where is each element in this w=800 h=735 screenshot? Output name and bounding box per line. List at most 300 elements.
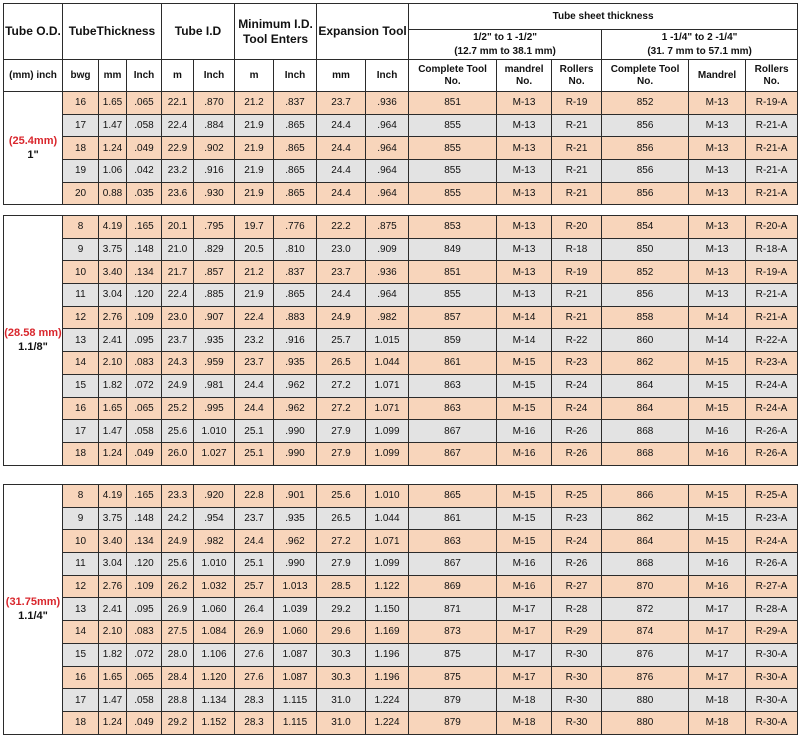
table-cell: .148 (127, 238, 162, 261)
table-cell: 870 (602, 575, 689, 598)
table-cell: .049 (127, 442, 162, 465)
table-cell: R-30 (552, 643, 602, 666)
table-cell: M-17 (689, 666, 746, 689)
table-cell: 27.9 (317, 553, 366, 576)
table-cell: .049 (127, 711, 162, 734)
table-cell: 3.40 (99, 261, 127, 284)
table-cell: 864 (602, 397, 689, 420)
table-row (4, 238, 798, 261)
table-cell: 1.115 (274, 689, 317, 712)
table-cell: R-21-A (746, 160, 798, 183)
table-cell: .837 (274, 261, 317, 284)
units-cell: bwg (63, 60, 99, 92)
table-cell: 856 (602, 114, 689, 137)
table-cell: 25.6 (162, 553, 194, 576)
table-cell: 1.06 (99, 160, 127, 183)
table-cell: R-30-A (746, 666, 798, 689)
table-cell: 855 (409, 284, 497, 307)
table-cell: R-20-A (746, 216, 798, 239)
table-cell: R-19 (552, 92, 602, 115)
table-cell: 24.4 (317, 137, 366, 160)
table-cell: .083 (127, 352, 162, 375)
table-cell: 2.76 (99, 575, 127, 598)
table-cell: 22.4 (162, 284, 194, 307)
table-cell: .964 (366, 114, 409, 137)
table-cell: M-13 (689, 238, 746, 261)
table-cell: 1.196 (366, 643, 409, 666)
table-cell: .120 (127, 553, 162, 576)
table-cell: R-21-A (746, 284, 798, 307)
table-cell: 1.010 (194, 420, 235, 443)
table-row (4, 507, 798, 530)
table-cell: M-18 (689, 711, 746, 734)
table-cell: 867 (409, 442, 497, 465)
table-cell: M-16 (497, 575, 552, 598)
table-cell: 876 (602, 666, 689, 689)
table-cell: R-26-A (746, 420, 798, 443)
table-cell: .165 (127, 216, 162, 239)
tube-table-group-1 (3, 3, 798, 205)
table-cell: 23.7 (162, 329, 194, 352)
table-cell: R-21-A (746, 114, 798, 137)
tube-table-group-3 (3, 484, 798, 735)
table-cell: 1.150 (366, 598, 409, 621)
table-cell: 27.6 (235, 666, 274, 689)
table-cell: .990 (274, 442, 317, 465)
table-cell: 28.8 (162, 689, 194, 712)
table-cell: 855 (409, 160, 497, 183)
table-cell: M-18 (689, 689, 746, 712)
table-cell: 856 (602, 182, 689, 205)
table-cell: 24.4 (235, 397, 274, 420)
table-cell: 1.013 (274, 575, 317, 598)
table-cell: 1.224 (366, 711, 409, 734)
table-cell: M-15 (689, 507, 746, 530)
header-range-1 (409, 30, 602, 60)
table-cell: .920 (194, 485, 235, 508)
table-cell: 857 (409, 306, 497, 329)
table-cell: 856 (602, 160, 689, 183)
table-cell: 849 (409, 238, 497, 261)
table-cell: R-24 (552, 530, 602, 553)
table-cell: R-30-A (746, 643, 798, 666)
tube-od-mm: (28.58 mm) (4, 326, 62, 339)
table-cell: 18 (63, 137, 99, 160)
table-cell: R-23 (552, 352, 602, 375)
table-cell: M-13 (497, 114, 552, 137)
table-cell: M-13 (497, 137, 552, 160)
header-minimum-id-line2: Tool Enters (242, 31, 309, 46)
table-cell: 1.027 (194, 442, 235, 465)
table-cell: .982 (366, 306, 409, 329)
table-cell: 858 (602, 306, 689, 329)
header-minimum-id-line1: Minimum I.D. (238, 16, 313, 31)
header-expansion-tool: Expansion Tool (317, 4, 409, 60)
table-cell: 20.5 (235, 238, 274, 261)
table-cell: R-19 (552, 261, 602, 284)
table-cell: .995 (194, 397, 235, 420)
table-cell: 873 (409, 621, 497, 644)
table-cell: R-30 (552, 666, 602, 689)
table-cell: 3.40 (99, 530, 127, 553)
table-cell: M-13 (689, 114, 746, 137)
table-cell: 1.152 (194, 711, 235, 734)
table-cell: .916 (274, 329, 317, 352)
table-cell: .865 (274, 182, 317, 205)
table-cell: 21.7 (162, 261, 194, 284)
table-cell: 23.7 (317, 92, 366, 115)
table-cell: M-13 (689, 216, 746, 239)
units-cell: Complete Tool No. (409, 60, 497, 92)
table-cell: R-21 (552, 114, 602, 137)
table-cell: 2.10 (99, 621, 127, 644)
table-cell: .935 (194, 329, 235, 352)
table-cell: 861 (409, 507, 497, 530)
table-cell: 27.5 (162, 621, 194, 644)
units-row (4, 60, 798, 92)
table-cell: .776 (274, 216, 317, 239)
units-cell: Mandrel (689, 60, 746, 92)
table-cell: M-15 (497, 397, 552, 420)
table-cell: 26.4 (235, 598, 274, 621)
header-tube-id: Tube I.D (162, 4, 235, 60)
table-cell: M-15 (497, 507, 552, 530)
table-cell: 2.41 (99, 329, 127, 352)
table-cell: M-13 (689, 261, 746, 284)
table-cell: 863 (409, 374, 497, 397)
table-row (4, 216, 798, 239)
table-cell: R-26 (552, 420, 602, 443)
table-cell: M-13 (497, 284, 552, 307)
table-cell: 863 (409, 530, 497, 553)
table-cell: R-24 (552, 374, 602, 397)
table-cell: M-17 (497, 666, 552, 689)
table-row (4, 598, 798, 621)
units-cell: Inch (194, 60, 235, 92)
header-range-1-line1: 1/2" to 1 -1/2" (473, 32, 538, 43)
table-cell: 17 (63, 420, 99, 443)
table-cell: 1.010 (366, 485, 409, 508)
table-cell: R-21 (552, 137, 602, 160)
table-cell: R-26 (552, 442, 602, 465)
table-cell: 17 (63, 114, 99, 137)
table-cell: 24.4 (235, 530, 274, 553)
table-cell: M-13 (689, 92, 746, 115)
table-cell: M-15 (497, 352, 552, 375)
table-cell: 16 (63, 397, 99, 420)
table-cell: 1.120 (194, 666, 235, 689)
table-cell: M-13 (497, 261, 552, 284)
table-row (4, 530, 798, 553)
table-cell: R-24-A (746, 397, 798, 420)
table-cell: 852 (602, 261, 689, 284)
table-cell: M-13 (689, 160, 746, 183)
table-cell: M-13 (689, 182, 746, 205)
table-cell: 1.196 (366, 666, 409, 689)
table-cell: 860 (602, 329, 689, 352)
table-row (4, 261, 798, 284)
table-cell: M-16 (497, 420, 552, 443)
table-cell: 862 (602, 352, 689, 375)
table-cell: 23.6 (162, 182, 194, 205)
table-cell: 863 (409, 397, 497, 420)
tube-od-inch: 1.1/8" (18, 341, 48, 354)
table-cell: R-23-A (746, 352, 798, 375)
table-cell: 23.0 (317, 238, 366, 261)
table-cell: 8 (63, 216, 99, 239)
table-row (4, 666, 798, 689)
table-cell: .962 (274, 374, 317, 397)
table-cell: 856 (602, 137, 689, 160)
group-1-rows (4, 92, 798, 205)
table-row (4, 306, 798, 329)
table-cell: 1.015 (366, 329, 409, 352)
table-cell: 22.2 (317, 216, 366, 239)
table-cell: 21.2 (235, 261, 274, 284)
table-cell: 25.6 (162, 420, 194, 443)
table-cell: 1.060 (194, 598, 235, 621)
table-cell: 14 (63, 352, 99, 375)
table-cell: .829 (194, 238, 235, 261)
table-cell: R-18-A (746, 238, 798, 261)
table-cell: .870 (194, 92, 235, 115)
table-cell: .936 (366, 261, 409, 284)
table-cell: 26.5 (317, 352, 366, 375)
table-cell: .959 (194, 352, 235, 375)
table-cell: 854 (602, 216, 689, 239)
table-row (4, 621, 798, 644)
table-cell: 1.071 (366, 374, 409, 397)
table-cell: 855 (409, 137, 497, 160)
table-cell: 28.3 (235, 711, 274, 734)
table-cell: 865 (409, 485, 497, 508)
table-cell: 1.044 (366, 507, 409, 530)
table-cell: 21.0 (162, 238, 194, 261)
table-cell: 875 (409, 666, 497, 689)
table-cell: R-28-A (746, 598, 798, 621)
table-cell: 1.169 (366, 621, 409, 644)
table-cell: 874 (602, 621, 689, 644)
header-tube-sheet-thickness: Tube sheet thickness (409, 4, 798, 30)
table-cell: 23.0 (162, 306, 194, 329)
table-cell: 25.1 (235, 442, 274, 465)
table-cell: 15 (63, 643, 99, 666)
table-cell: 10 (63, 530, 99, 553)
table-cell: 10 (63, 261, 99, 284)
table-cell: R-18 (552, 238, 602, 261)
table-cell: 19.7 (235, 216, 274, 239)
table-cell: .058 (127, 689, 162, 712)
table-cell: 22.4 (235, 306, 274, 329)
table-cell: .865 (274, 160, 317, 183)
table-cell: .795 (194, 216, 235, 239)
group-3-rows (4, 485, 798, 735)
table-cell: R-24-A (746, 374, 798, 397)
table-cell: 1.65 (99, 397, 127, 420)
table-cell: 26.0 (162, 442, 194, 465)
table-row (4, 160, 798, 183)
table-cell: 871 (409, 598, 497, 621)
table-cell: R-26 (552, 553, 602, 576)
table-cell: M-14 (689, 306, 746, 329)
table-cell: M-18 (497, 711, 552, 734)
table-cell: R-21-A (746, 306, 798, 329)
table-cell: R-30-A (746, 711, 798, 734)
table-cell: 867 (409, 420, 497, 443)
table-cell: 1.47 (99, 420, 127, 443)
table-cell: 26.9 (162, 598, 194, 621)
tube-od-cell (4, 485, 63, 735)
table-cell: 20 (63, 182, 99, 205)
table-cell: 1.224 (366, 689, 409, 712)
table-cell: M-15 (689, 374, 746, 397)
table-cell: M-17 (497, 598, 552, 621)
table-cell: 1.65 (99, 92, 127, 115)
table-cell: 21.9 (235, 284, 274, 307)
table-cell: .109 (127, 306, 162, 329)
table-cell: M-13 (497, 238, 552, 261)
table-cell: R-21 (552, 160, 602, 183)
table-cell: 18 (63, 711, 99, 734)
table-cell: 4.19 (99, 485, 127, 508)
table-cell: R-22-A (746, 329, 798, 352)
table-cell: .964 (366, 284, 409, 307)
table-cell: .083 (127, 621, 162, 644)
table-cell: 3.04 (99, 284, 127, 307)
table-cell: 24.9 (162, 530, 194, 553)
table-cell: 30.3 (317, 643, 366, 666)
table-cell: .909 (366, 238, 409, 261)
table-row (4, 92, 798, 115)
table-cell: .857 (194, 261, 235, 284)
table-cell: .964 (366, 182, 409, 205)
table-cell: R-29 (552, 621, 602, 644)
table-cell: 22.8 (235, 485, 274, 508)
table-cell: 24.4 (317, 284, 366, 307)
units-cell: Inch (127, 60, 162, 92)
table-cell: 26.5 (317, 507, 366, 530)
table-cell: R-19-A (746, 261, 798, 284)
table-cell: 27.6 (235, 643, 274, 666)
table-cell: M-13 (497, 216, 552, 239)
table-cell: 21.9 (235, 114, 274, 137)
table-cell: 13 (63, 329, 99, 352)
table-row (4, 689, 798, 712)
table-row (4, 329, 798, 352)
table-cell: 28.4 (162, 666, 194, 689)
table-cell: R-26-A (746, 553, 798, 576)
table-cell: 853 (409, 216, 497, 239)
table-cell: M-17 (689, 598, 746, 621)
table-cell: M-16 (689, 575, 746, 598)
table-cell: 27.9 (317, 442, 366, 465)
table-cell: 1.039 (274, 598, 317, 621)
table-row (4, 374, 798, 397)
table-cell: 1.099 (366, 442, 409, 465)
table-cell: 23.7 (235, 507, 274, 530)
units-cell: mm (99, 60, 127, 92)
table-cell: .990 (274, 553, 317, 576)
table-cell: 1.099 (366, 420, 409, 443)
table-cell: 2.41 (99, 598, 127, 621)
table-cell: 23.2 (162, 160, 194, 183)
table-cell: 1.032 (194, 575, 235, 598)
table-cell: .049 (127, 137, 162, 160)
table-cell: R-30-A (746, 689, 798, 712)
table-row (4, 485, 798, 508)
table-cell: 20.1 (162, 216, 194, 239)
table-cell: R-28 (552, 598, 602, 621)
table-cell: 850 (602, 238, 689, 261)
table-row (4, 553, 798, 576)
table-cell: M-13 (497, 92, 552, 115)
table-cell: .981 (194, 374, 235, 397)
table-cell: .865 (274, 284, 317, 307)
table-cell: 24.4 (317, 114, 366, 137)
table-cell: 875 (409, 643, 497, 666)
units-cell: Inch (274, 60, 317, 92)
table-cell: .058 (127, 420, 162, 443)
header-range-2-line1: 1 -1/4" to 2 -1/4" (661, 32, 738, 43)
table-cell: R-25 (552, 485, 602, 508)
table-cell: 862 (602, 507, 689, 530)
table-cell: 2.76 (99, 306, 127, 329)
units-cell: Rollers No. (746, 60, 798, 92)
table-cell: 26.2 (162, 575, 194, 598)
table-cell: M-17 (689, 621, 746, 644)
table-cell: 21.9 (235, 160, 274, 183)
table-cell: 1.071 (366, 397, 409, 420)
table-row (4, 420, 798, 443)
table-cell: 859 (409, 329, 497, 352)
table-cell: R-27 (552, 575, 602, 598)
table-cell: 25.2 (162, 397, 194, 420)
tube-table-group-2 (3, 215, 798, 466)
table-cell: M-16 (497, 442, 552, 465)
table-cell: 27.9 (317, 420, 366, 443)
table-cell: 1.044 (366, 352, 409, 375)
table-cell: 869 (409, 575, 497, 598)
table-cell: 8 (63, 485, 99, 508)
table-cell: 19 (63, 160, 99, 183)
table-cell: 24.9 (317, 306, 366, 329)
table-cell: .865 (274, 137, 317, 160)
table-cell: 12 (63, 306, 99, 329)
units-cell: Inch (366, 60, 409, 92)
table-cell: 24.4 (235, 374, 274, 397)
table-cell: 1.82 (99, 374, 127, 397)
table-cell: .936 (366, 92, 409, 115)
table-cell: .165 (127, 485, 162, 508)
table-cell: .907 (194, 306, 235, 329)
table-cell: R-29-A (746, 621, 798, 644)
table-cell: M-15 (497, 374, 552, 397)
table-cell: .902 (194, 137, 235, 160)
table-cell: .058 (127, 114, 162, 137)
table-cell: M-13 (689, 284, 746, 307)
table-cell: .930 (194, 182, 235, 205)
table-cell: .035 (127, 182, 162, 205)
table-cell: M-15 (689, 352, 746, 375)
table-cell: .990 (274, 420, 317, 443)
table-cell: 1.010 (194, 553, 235, 576)
table-cell: .065 (127, 666, 162, 689)
table-cell: .964 (366, 137, 409, 160)
table-cell: M-13 (689, 137, 746, 160)
table-cell: .042 (127, 160, 162, 183)
table-row (4, 137, 798, 160)
table-cell: 24.4 (317, 182, 366, 205)
